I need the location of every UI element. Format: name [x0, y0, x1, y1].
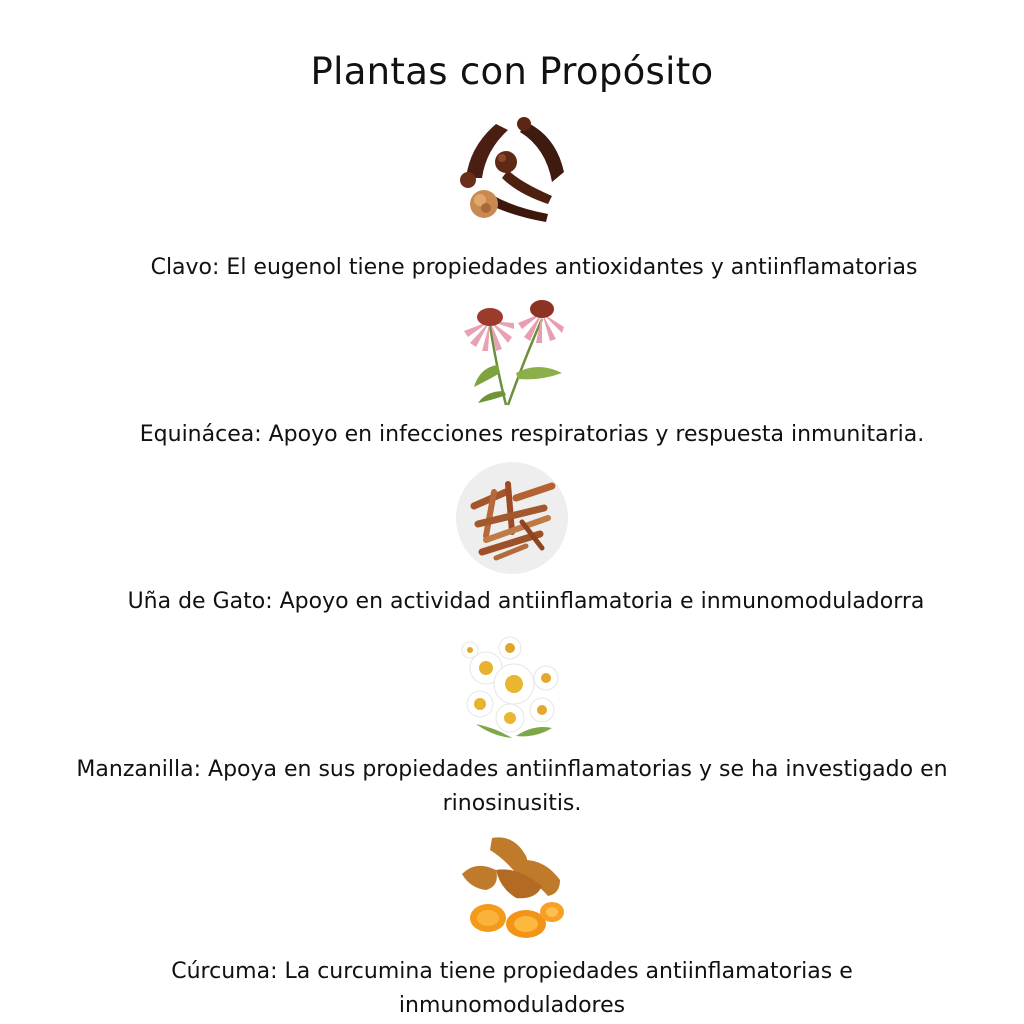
- plant-caption-manzanilla-line2: rinosinusitis.: [442, 791, 582, 816]
- turmeric-root-icon: [456, 830, 568, 942]
- plant-caption-una-de-gato: Uña de Gato: Apoyo en actividad antiinflamatoria e inmunomoduladorra: [127, 589, 925, 614]
- cloves-icon: [456, 116, 568, 228]
- page-title: Plantas con Propósito: [310, 50, 714, 93]
- plant-caption-clavo: Clavo: El eugenol tiene propiedades antioxidantes y antiinflamatorias: [150, 255, 918, 280]
- plant-caption-equinacea: Equinácea: Apoyo en infecciones respiratorias y respuesta inmunitaria.: [139, 422, 925, 447]
- plant-caption-curcuma-line1: Cúrcuma: La curcumina tiene propiedades antiinflamatorias e: [171, 959, 853, 984]
- cats-claw-bark-icon: [456, 462, 568, 574]
- chamomile-flowers-icon: [456, 628, 568, 740]
- plant-caption-curcuma-line2: inmunomoduladores: [398, 993, 626, 1018]
- plant-caption-manzanilla-line1: Manzanilla: Apoya en sus propiedades antiinflamatorias y se ha investigado en: [76, 757, 948, 782]
- echinacea-flower-icon: [456, 295, 568, 407]
